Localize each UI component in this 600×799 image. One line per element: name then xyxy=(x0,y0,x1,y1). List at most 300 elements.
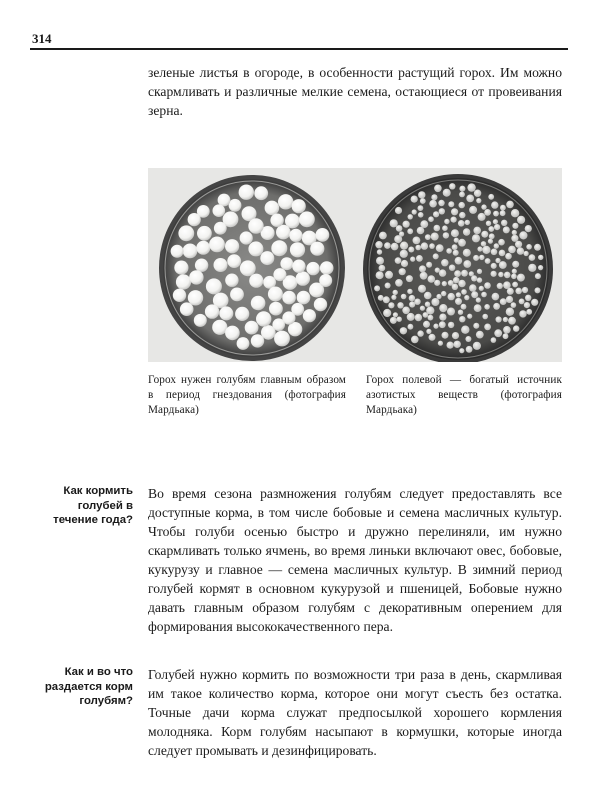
pea-mark xyxy=(439,314,446,321)
right-dish-field-peas xyxy=(363,174,553,362)
pea-mark xyxy=(227,254,241,268)
pea-mark xyxy=(503,281,511,289)
pea-mark xyxy=(310,242,324,256)
pea-mark xyxy=(292,199,306,213)
pea-mark xyxy=(316,228,330,242)
pea-mark xyxy=(420,198,426,204)
pea-mark xyxy=(174,261,188,275)
pea-mark xyxy=(443,232,449,238)
pea-mark xyxy=(421,242,428,249)
pea-mark xyxy=(495,258,500,263)
pea-mark xyxy=(489,233,495,239)
pea-mark xyxy=(424,292,432,300)
pea-mark xyxy=(235,307,249,321)
pea-mark xyxy=(413,237,421,245)
pea-mark xyxy=(519,310,526,317)
pea-mark xyxy=(449,183,455,189)
pea-mark xyxy=(225,274,238,287)
pea-mark xyxy=(391,243,399,251)
pea-mark xyxy=(429,334,436,341)
pea-mark xyxy=(508,246,516,254)
pea-mark xyxy=(517,247,524,254)
pea-mark xyxy=(433,253,439,259)
pea-mark xyxy=(171,245,184,258)
pea-mark xyxy=(214,258,228,272)
pea-mark xyxy=(390,219,398,227)
pea-mark xyxy=(534,244,541,251)
pea-mark xyxy=(431,233,439,241)
pea-mark xyxy=(434,185,442,193)
pea-mark xyxy=(271,240,287,256)
pea-mark xyxy=(188,213,201,226)
pea-mark xyxy=(197,226,212,241)
pea-mark xyxy=(499,250,506,257)
pea-mark xyxy=(471,291,478,298)
pea-mark xyxy=(278,194,293,209)
pea-mark xyxy=(491,249,498,256)
pea-mark xyxy=(399,231,404,236)
pea-mark xyxy=(442,281,447,286)
figure-caption-left: Горох нужен голубям главным образом в период гнездования (фотография Мардьака) xyxy=(148,374,346,416)
pea-mark xyxy=(512,261,519,268)
pea-mark xyxy=(178,225,194,241)
pea-mark xyxy=(282,291,296,305)
pea-mark xyxy=(524,251,529,256)
pea-mark xyxy=(237,337,250,350)
pea-mark xyxy=(458,310,463,315)
pea-mark xyxy=(396,225,403,232)
pea-mark xyxy=(500,298,507,305)
pea-mark xyxy=(418,191,425,198)
pea-mark xyxy=(497,283,503,289)
pea-mark xyxy=(481,204,486,209)
pea-mark xyxy=(428,315,434,321)
section-text-feeding-method: Голубей нужно кормить по возможности три раза в день, скармливая им такое количество корма, которое они могут съесть без остатка. Точные дачи корма служат предпосылкой хорошего кормления молодняка. Корм голубям насыпают в кормушки, которые иногда следует промывать и дезинфицировать. xyxy=(148,667,562,758)
pea-mark xyxy=(538,265,543,270)
pea-mark xyxy=(481,241,486,246)
pea-mark xyxy=(401,294,407,300)
pea-mark xyxy=(461,270,468,277)
pea-mark xyxy=(486,221,491,226)
pea-mark xyxy=(469,206,477,214)
pea-mark xyxy=(484,304,490,310)
pea-mark xyxy=(488,194,494,200)
pea-mark xyxy=(297,291,311,305)
pea-mark xyxy=(507,288,514,295)
pea-mark xyxy=(176,274,191,289)
pea-mark xyxy=(415,245,421,251)
pea-mark xyxy=(411,336,419,344)
header-rule xyxy=(30,48,568,50)
pea-mark xyxy=(488,226,494,232)
pea-mark xyxy=(374,285,380,291)
pea-mark xyxy=(431,194,437,200)
pea-mark xyxy=(474,190,481,197)
pea-mark xyxy=(439,208,445,214)
pea-mark xyxy=(472,234,480,242)
pea-mark xyxy=(375,241,382,248)
pea-mark xyxy=(418,285,426,293)
pea-mark xyxy=(442,332,449,339)
pea-mark xyxy=(525,295,531,301)
pea-mark xyxy=(482,314,488,320)
pea-mark xyxy=(441,259,448,266)
pea-mark xyxy=(397,317,402,322)
pea-mark xyxy=(205,304,219,318)
pea-mark xyxy=(513,325,519,331)
pea-mark xyxy=(420,272,428,280)
pea-mark xyxy=(466,346,473,353)
pea-mark xyxy=(407,289,412,294)
pea-mark xyxy=(512,282,518,288)
pea-mark xyxy=(189,270,203,284)
pea-mark xyxy=(248,218,263,233)
pea-mark xyxy=(476,297,481,302)
pea-mark xyxy=(276,225,291,240)
pea-mark xyxy=(376,271,384,279)
pea-mark xyxy=(492,293,500,301)
pea-mark xyxy=(249,274,263,288)
pea-mark xyxy=(319,274,332,287)
pea-mark xyxy=(438,200,444,206)
pea-mark xyxy=(391,295,396,300)
pea-mark xyxy=(451,229,459,237)
pea-mark xyxy=(214,222,227,235)
pea-mark xyxy=(454,238,459,243)
pea-mark xyxy=(531,299,538,306)
pea-mark xyxy=(512,223,518,229)
pea-mark xyxy=(459,212,465,218)
pea-mark xyxy=(256,311,271,326)
pea-mark xyxy=(477,269,482,274)
pea-mark xyxy=(433,211,439,217)
pea-mark xyxy=(423,312,429,318)
pea-mark xyxy=(503,317,508,322)
pea-mark xyxy=(408,324,414,330)
pea-mark xyxy=(378,295,384,301)
pea-mark xyxy=(412,209,417,214)
pea-mark xyxy=(265,201,280,216)
pea-mark xyxy=(269,302,283,316)
pea-mark xyxy=(446,248,452,254)
pea-mark xyxy=(443,189,451,197)
pea-mark xyxy=(479,255,484,260)
pea-mark xyxy=(180,302,194,316)
pea-mark xyxy=(449,265,455,271)
pea-mark xyxy=(461,289,467,295)
pea-mark xyxy=(458,239,466,247)
pea-mark xyxy=(504,272,511,279)
pea-mark xyxy=(463,228,470,235)
pea-mark xyxy=(482,246,490,254)
pea-mark xyxy=(459,192,465,198)
pea-mark xyxy=(494,243,499,248)
pea-mark xyxy=(519,231,527,239)
pea-mark xyxy=(251,334,264,347)
pea-mark xyxy=(477,277,482,282)
pea-mark xyxy=(463,249,471,257)
pea-mark xyxy=(517,274,525,282)
pea-mark xyxy=(467,183,475,191)
pea-mark xyxy=(438,341,443,346)
pea-mark xyxy=(491,337,497,343)
pea-mark xyxy=(388,302,394,308)
pea-mark xyxy=(289,229,302,242)
pea-mark xyxy=(395,207,402,214)
pea-mark xyxy=(194,314,207,327)
pea-mark xyxy=(428,275,436,283)
pea-mark xyxy=(448,322,454,328)
pea-mark xyxy=(506,201,514,209)
pea-mark xyxy=(400,327,407,334)
pea-mark xyxy=(188,290,203,305)
pea-mark xyxy=(431,298,439,306)
pea-mark xyxy=(517,216,525,224)
pea-mark xyxy=(383,309,391,317)
pea-mark xyxy=(429,200,437,208)
pea-mark xyxy=(503,333,509,339)
pea-mark xyxy=(474,304,482,312)
pea-mark xyxy=(383,296,390,303)
pea-mark xyxy=(455,257,463,265)
pea-mark xyxy=(508,317,516,325)
pea-mark xyxy=(453,250,459,256)
pea-mark xyxy=(395,257,402,264)
pea-mark xyxy=(493,303,500,310)
pea-mark xyxy=(401,260,408,267)
pea-mark xyxy=(213,204,226,217)
pea-mark xyxy=(522,287,528,293)
pea-mark xyxy=(408,214,413,219)
pea-mark xyxy=(400,250,408,258)
pea-mark xyxy=(484,209,491,216)
pea-mark xyxy=(496,316,502,322)
pea-mark xyxy=(411,196,418,203)
pea-mark xyxy=(479,286,484,291)
pea-mark xyxy=(420,306,425,311)
pea-mark xyxy=(290,242,305,257)
pea-mark xyxy=(494,329,502,337)
pea-mark xyxy=(464,295,469,300)
pea-mark xyxy=(448,201,454,207)
pea-mark xyxy=(299,211,315,227)
pea-mark xyxy=(393,312,398,317)
pea-mark xyxy=(230,288,244,302)
pea-mark xyxy=(418,205,424,211)
pea-mark xyxy=(526,309,532,315)
pea-mark xyxy=(442,225,448,231)
pea-mark xyxy=(481,231,488,238)
pea-mark xyxy=(473,342,481,350)
pea-mark xyxy=(390,317,397,324)
pea-mark xyxy=(439,321,446,328)
pea-mark xyxy=(473,227,481,235)
pea-mark xyxy=(459,316,465,322)
section-text-feeding-year: Во время сезона размножения голубям следует предоставлять все доступные корма, в том числе бобовые и семена масличных культур. Чтобы голуби осенью быстро и дружно перелиняли, им нужно скармливать только ячмень, во время линьки включают овес, бобовые, кукурузу и главное — семена масличных культур. В зимний период голубей кормят в основном кукурузой и пшеницей, Бобовые нужно давать главным образом голубям с декоративным оперением для формирования высококачественного пера. xyxy=(148,486,562,634)
petri-dishes-photo xyxy=(148,168,562,362)
pea-mark xyxy=(484,324,491,331)
photo-area xyxy=(148,168,562,362)
pea-mark xyxy=(515,241,522,248)
pea-mark xyxy=(306,262,319,275)
pea-mark xyxy=(498,239,505,246)
pea-mark xyxy=(248,241,263,256)
pea-mark xyxy=(458,220,465,227)
pea-mark xyxy=(503,226,510,233)
pea-mark xyxy=(268,287,283,302)
pea-mark xyxy=(467,314,472,319)
pea-mark xyxy=(461,304,467,310)
pea-mark xyxy=(459,348,464,353)
pea-mark xyxy=(501,220,507,226)
pea-mark xyxy=(183,244,198,259)
pea-mark xyxy=(494,224,500,230)
pea-mark xyxy=(525,225,532,232)
pea-mark xyxy=(493,219,498,224)
pea-mark xyxy=(416,255,423,262)
pea-mark xyxy=(493,211,499,217)
pea-mark xyxy=(407,228,413,234)
pea-mark xyxy=(477,246,482,251)
pea-mark xyxy=(511,209,519,217)
pea-mark xyxy=(454,270,461,277)
pea-mark xyxy=(196,241,210,255)
pea-mark xyxy=(219,306,233,320)
pea-mark xyxy=(447,308,455,316)
pea-mark xyxy=(505,253,512,260)
pea-mark xyxy=(400,242,408,250)
pea-mark xyxy=(429,243,435,249)
pea-mark xyxy=(469,271,474,276)
pea-mark xyxy=(434,280,440,286)
pea-mark xyxy=(506,308,514,316)
pea-mark xyxy=(512,230,517,235)
pea-mark xyxy=(436,294,441,299)
pea-mark xyxy=(206,278,222,294)
pea-mark xyxy=(447,342,454,349)
pea-mark xyxy=(476,331,484,339)
pea-mark xyxy=(452,284,458,290)
pea-mark xyxy=(399,268,406,275)
pea-mark xyxy=(173,289,186,302)
pea-mark xyxy=(407,313,415,321)
side-question-feeding-year: Как кормить голубей в течение года? xyxy=(53,485,133,526)
pea-mark xyxy=(498,272,503,277)
pea-mark xyxy=(320,261,334,275)
pea-mark xyxy=(409,295,415,301)
pea-mark xyxy=(473,323,479,329)
pea-mark xyxy=(503,326,511,334)
pea-mark xyxy=(254,186,268,200)
pea-mark xyxy=(535,273,541,279)
pea-mark xyxy=(455,298,462,305)
pea-mark xyxy=(377,249,382,254)
pea-mark xyxy=(296,271,310,285)
pea-mark xyxy=(428,216,434,222)
pea-mark xyxy=(465,336,471,342)
pea-mark xyxy=(441,291,446,296)
pea-mark xyxy=(499,261,507,269)
pea-mark xyxy=(393,290,398,295)
pea-mark xyxy=(485,258,491,264)
pea-mark xyxy=(239,185,254,200)
pea-mark xyxy=(484,282,491,289)
pea-mark xyxy=(415,314,422,321)
pea-mark xyxy=(434,225,441,232)
pea-mark xyxy=(314,298,327,311)
pea-mark xyxy=(458,280,465,287)
pea-mark xyxy=(451,217,457,223)
pea-mark xyxy=(526,244,532,250)
pea-mark xyxy=(384,242,391,249)
pea-mark xyxy=(452,332,459,339)
pea-mark xyxy=(512,269,517,274)
pea-mark xyxy=(417,330,423,336)
pea-mark xyxy=(463,260,471,268)
pea-mark xyxy=(406,275,413,282)
pea-mark xyxy=(397,302,403,308)
pea-mark xyxy=(436,244,444,252)
pea-mark xyxy=(270,214,283,227)
pea-mark xyxy=(240,260,256,276)
pea-mark xyxy=(511,302,517,308)
pea-mark xyxy=(423,321,430,328)
pea-mark xyxy=(274,331,290,347)
pea-mark xyxy=(376,257,384,265)
pea-mark xyxy=(426,329,431,334)
pea-mark xyxy=(251,296,266,311)
pea-mark xyxy=(435,268,440,273)
pea-mark xyxy=(506,296,513,303)
pea-mark xyxy=(465,220,470,225)
pea-mark xyxy=(524,302,530,308)
pea-mark xyxy=(209,237,225,253)
pea-mark xyxy=(225,326,240,341)
pea-mark xyxy=(453,277,459,283)
pea-mark xyxy=(417,227,425,235)
pea-mark xyxy=(439,304,447,312)
intro-paragraph: зеленые листья в огороде, в особенности растущий горох. Им можно скармливать и различные мелкие семена, остающиеся от провеивания зерна. xyxy=(148,65,562,118)
pea-mark xyxy=(292,260,305,273)
pea-mark xyxy=(500,205,506,211)
pea-mark xyxy=(402,307,410,315)
pea-mark xyxy=(195,259,208,272)
pea-mark xyxy=(478,213,486,221)
pea-mark xyxy=(272,318,285,331)
pea-mark xyxy=(481,292,487,298)
pea-mark xyxy=(408,247,414,253)
pea-mark xyxy=(410,257,415,262)
pea-mark xyxy=(439,269,446,276)
pea-mark xyxy=(225,239,239,253)
pea-mark xyxy=(491,201,498,208)
pea-mark xyxy=(466,195,474,203)
pea-mark xyxy=(426,262,432,268)
pea-mark xyxy=(245,321,259,335)
pea-mark xyxy=(444,219,449,224)
pea-mark xyxy=(500,210,506,216)
pea-mark xyxy=(419,265,426,272)
pea-mark xyxy=(303,309,316,322)
pea-mark xyxy=(529,254,536,261)
pea-mark xyxy=(379,232,387,240)
pea-mark xyxy=(240,231,253,244)
pea-mark xyxy=(528,264,536,272)
figure-caption-right: Горох полевой — богатый источник азотистых веществ (фотография Мардьака) xyxy=(366,374,562,416)
pea-mark xyxy=(515,288,522,295)
pea-mark xyxy=(476,198,481,203)
pea-mark xyxy=(395,279,403,287)
